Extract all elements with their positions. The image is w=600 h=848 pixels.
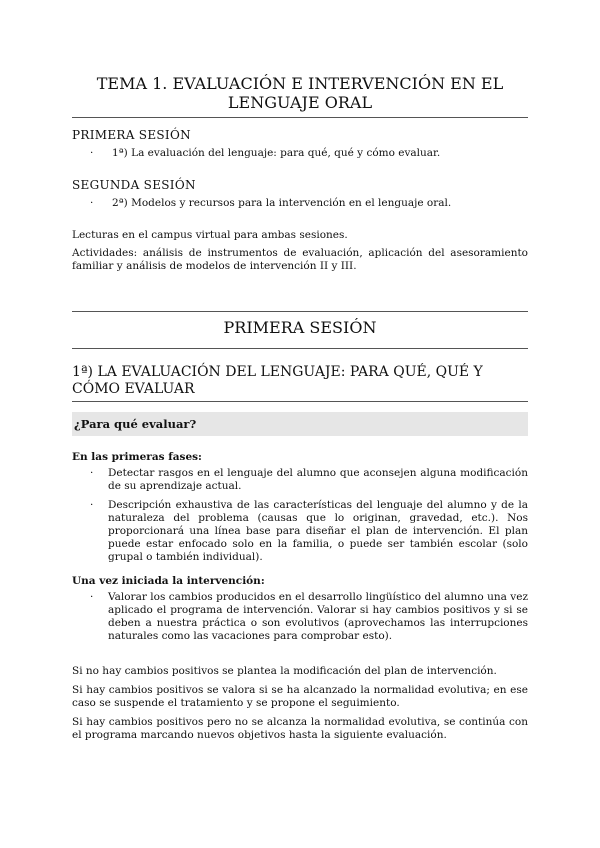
heading-divider (72, 401, 528, 402)
conclusion-2: Si hay cambios positivos se valora si se ha alcanzado la normalidad evolutiva; en ese caso se suspende el tratamiento y se propone el seguimiento. (72, 684, 528, 709)
section-divider-bottom (72, 348, 528, 349)
conclusion-1: Si no hay cambios positivos se plantea la modificación del plan de intervención. (72, 665, 497, 677)
intervention-list (90, 591, 528, 649)
session-heading-2: SEGUNDA SESIÓN (72, 178, 196, 192)
bullet-icon: · (90, 467, 94, 479)
intervention-label: Una vez iniciada la intervención: (72, 575, 265, 587)
conclusion-3: Si hay cambios positivos pero no se alcanza la normalidad evolutiva, se continúa con el programa marcando nuevos objetivos hasta la siguiente evaluación. (72, 716, 528, 741)
section-heading: 1ª) LA EVALUACIÓN DEL LENGUAJE: PARA QUÉ, QUÉ Y CÓMO EVALUAR (72, 364, 483, 397)
list-item (90, 591, 528, 643)
list-item-text: Descripción exhaustiva de las características del lenguaje del alumno y de la naturaleza del problema (causas que lo originan, gravedad, etc.). Nos proporcionará una línea base para diseñar el plan de intervención. El plan puede estar enfocado solo en la familia, o puede ser también escolar (solo grupal o también individual). (108, 499, 528, 563)
session-item-1-text: 1ª) La evaluación del lenguaje: para qué, qué y cómo evaluar. (112, 147, 441, 159)
subheading: ¿Para qué evaluar? (72, 412, 528, 436)
readings-text: Lecturas en el campus virtual para ambas sesiones. (72, 229, 348, 241)
bullet-icon: · (90, 197, 94, 209)
list-item (90, 499, 528, 564)
session-item-2 (90, 197, 528, 210)
document-title: TEMA 1. EVALUACIÓN E INTERVENCIÓN EN EL LENGUAJE ORAL (96, 74, 504, 112)
session-heading-1: PRIMERA SESIÓN (72, 128, 191, 142)
section-divider-top (72, 311, 528, 312)
session-item-1 (90, 147, 528, 160)
activities-text: Actividades: análisis de instrumentos de evaluación, aplicación del asesoramiento familiar y análisis de modelos de intervención II y III. (72, 247, 528, 272)
title-divider (72, 117, 528, 118)
list-item (90, 467, 528, 493)
bullet-icon: · (90, 147, 94, 159)
bullet-icon: · (90, 591, 94, 603)
session-item-2-text: 2ª) Modelos y recursos para la intervención en el lenguaje oral. (112, 197, 452, 209)
list-item-text: Detectar rasgos en el lenguaje del alumno que aconsejen alguna modificación de su aprendizaje actual. (108, 467, 528, 492)
section-title: PRIMERA SESIÓN (223, 318, 377, 337)
list-item-text: Valorar los cambios producidos en el desarrollo lingüístico del alumno una vez aplicado el programa de intervención. Valorar si hay cambios positivos y si se deben a nuestra práctica o son evolutivos (aprovechamos las interrupciones naturales como las vacaciones para comprobar esto). (108, 591, 528, 642)
bullet-icon: · (90, 499, 94, 511)
early-phases-list (90, 467, 528, 570)
early-phases-label: En las primeras fases: (72, 451, 202, 463)
